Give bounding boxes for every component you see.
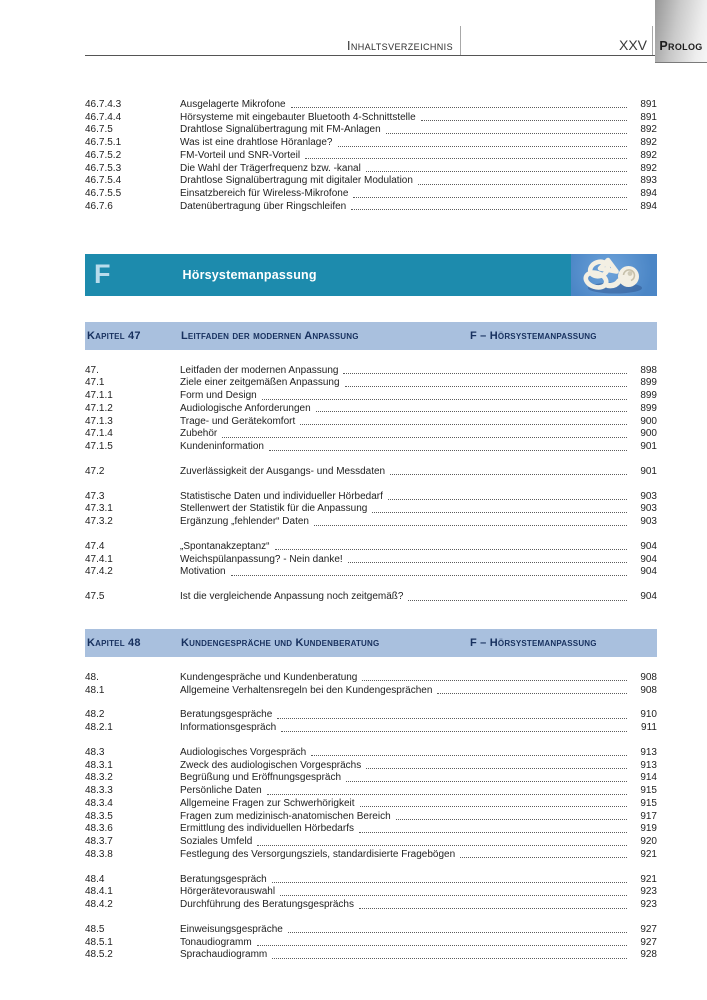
toc-entry-title: Allgemeine Fragen zur Schwerhörigkeit xyxy=(180,797,355,809)
toc-entry-number: 46.7.5.1 xyxy=(85,137,122,148)
dot-leader xyxy=(343,373,627,374)
toc-group xyxy=(85,364,657,453)
toc-entry-number: 48.3 xyxy=(85,746,105,758)
toc-entry xyxy=(85,772,657,785)
dot-leader xyxy=(272,958,627,959)
chapter-label: Kapitel 47 xyxy=(87,329,141,342)
toc-entry xyxy=(85,709,657,722)
toc-entry-title: Einsatzbereich für Wireless-Mikrofone xyxy=(180,188,349,199)
toc-entry-page: 900 xyxy=(640,415,657,427)
toc-entry-title: Hörsysteme mit eingebauter Bluetooth 4-Schnittstelle xyxy=(180,111,416,123)
toc-entry xyxy=(85,389,657,402)
toc-entry xyxy=(85,136,657,149)
toc-entry xyxy=(85,684,657,697)
toc-group xyxy=(85,590,657,603)
dot-leader xyxy=(437,693,627,694)
toc-entry xyxy=(85,465,657,478)
toc-entry xyxy=(85,162,657,175)
toc-entry-title: Soziales Umfeld xyxy=(180,836,253,847)
toc-entry-number: 48.2.1 xyxy=(85,722,113,733)
dot-leader xyxy=(257,845,627,846)
toc-entry-number: 48.5 xyxy=(85,923,105,935)
toc-entry-number: 48.3.7 xyxy=(85,836,113,847)
toc-entry-number: 47.1.3 xyxy=(85,415,113,427)
dot-leader xyxy=(316,411,627,412)
toc-entry-title: Statistische Daten und individueller Hörbedarf xyxy=(180,490,383,502)
toc-entry-number: 46.7.4.3 xyxy=(85,98,122,110)
dot-leader xyxy=(275,549,627,550)
toc-entry xyxy=(85,566,657,579)
toc-entry-page: 914 xyxy=(640,772,657,784)
toc-entry-page: 915 xyxy=(640,797,657,809)
dot-leader xyxy=(257,945,627,946)
toc-entry-title: Weichspülanpassung? - Nein danke! xyxy=(180,553,343,565)
chapter-bar xyxy=(85,629,657,657)
toc-entry-number: 47.2 xyxy=(85,465,105,477)
toc-entry xyxy=(85,810,657,823)
toc-entry-title: Festlegung des Versorgungsziels, standardisierte Fragebögen xyxy=(180,848,456,860)
toc-entry-title: „Spontanakzeptanz“ xyxy=(180,540,270,552)
dot-leader xyxy=(345,386,627,387)
toc-entry-title: Drahtlose Signalübertragung mit digitaler Modulation xyxy=(180,175,413,187)
dot-leader xyxy=(277,718,627,719)
toc-entry-page: 899 xyxy=(640,402,657,414)
toc-entry-title: Audiologische Anforderungen xyxy=(180,402,311,414)
toc-entry-title: Leitfaden der modernen Anpassung xyxy=(180,364,339,376)
toc-entry-page: 928 xyxy=(640,949,657,961)
dot-leader xyxy=(267,794,627,795)
toc-entry xyxy=(85,936,657,949)
toc-entry xyxy=(85,949,657,962)
toc-entry xyxy=(85,721,657,734)
toc-group xyxy=(85,923,657,961)
toc-entry xyxy=(85,490,657,503)
dot-leader xyxy=(281,731,627,732)
toc-entry-page: 908 xyxy=(640,684,657,696)
toc-group xyxy=(85,873,657,911)
toc-entry-page: 927 xyxy=(640,936,657,948)
toc-entry-page: 901 xyxy=(640,465,657,477)
toc-entry-page: 904 xyxy=(640,591,657,602)
toc-entry-number: 48.3.8 xyxy=(85,848,113,860)
chapter-bar xyxy=(85,322,657,350)
dot-leader xyxy=(272,882,627,883)
toc-entry-title: Ist die vergleichende Anpassung noch zeitgemäß? xyxy=(180,591,404,602)
dot-leader xyxy=(390,474,627,475)
dot-leader xyxy=(362,680,627,681)
dot-leader xyxy=(408,600,627,601)
dot-leader xyxy=(346,781,627,782)
toc-entry xyxy=(85,187,657,200)
toc-entry-number: 46.7.5 xyxy=(85,124,113,136)
toc-entry-number: 48.2 xyxy=(85,709,105,721)
toc-entry-page: 898 xyxy=(640,364,657,376)
dot-leader xyxy=(348,562,627,563)
dot-leader xyxy=(231,575,627,576)
toc-entry xyxy=(85,200,657,213)
toc-entry-page: 903 xyxy=(640,503,657,515)
dot-leader xyxy=(360,806,627,807)
toc-entry-number: 46.7.5.2 xyxy=(85,149,122,161)
toc-entry-title: Zuverlässigkeit der Ausgangs- und Messdaten xyxy=(180,465,386,477)
toc-entry-page: 917 xyxy=(640,810,657,822)
dot-leader xyxy=(291,107,627,108)
toc-entry-page: 921 xyxy=(640,873,657,885)
toc-entry xyxy=(85,590,657,603)
toc-entry-page: 927 xyxy=(640,923,657,935)
toc-entry-number: 48.3.4 xyxy=(85,797,113,809)
toc-group xyxy=(85,671,657,697)
toc-entry-page: 908 xyxy=(640,671,657,683)
chapter-label: Kapitel 48 xyxy=(87,637,141,649)
toc-entry-number: 47.4.1 xyxy=(85,553,113,565)
toc-entry-page: 900 xyxy=(640,428,657,440)
toc-entry-title: Kundengespräche und Kundenberatung xyxy=(180,671,358,683)
toc-entry-page: 894 xyxy=(640,188,657,199)
toc-entry-page: 921 xyxy=(640,848,657,860)
dot-leader xyxy=(396,819,627,820)
toc-entry-title: Stellenwert der Statistik für die Anpassung xyxy=(180,503,368,515)
chapter-title: Leitfaden der modernen Anpassung xyxy=(181,329,359,342)
toc-entry-title: Beratungsgespräche xyxy=(180,709,273,721)
toc-entry xyxy=(85,759,657,772)
toc-group xyxy=(85,465,657,478)
toc-entry-page: 901 xyxy=(640,441,657,452)
chapter-part-label: F – Hörsystemanpassung xyxy=(470,329,597,342)
toc-entry-title: Tonaudiogramm xyxy=(180,936,252,948)
toc-entry xyxy=(85,364,657,377)
dot-leader xyxy=(288,932,627,933)
toc-entry-number: 48.1 xyxy=(85,684,105,696)
toc-entry-number: 46.7.5.3 xyxy=(85,162,122,174)
dot-leader xyxy=(311,755,627,756)
toc-entry-number: 48.3.6 xyxy=(85,823,113,835)
toc-entry xyxy=(85,515,657,528)
toc-entry-title: Allgemeine Verhaltensregeln bei den Kundengesprächen xyxy=(180,684,433,696)
toc-entry-title: Was ist eine drahtlose Höranlage? xyxy=(180,137,333,148)
page-header-title: Inhaltsverzeichnis xyxy=(346,39,453,53)
toc-entry xyxy=(85,503,657,516)
part-banner xyxy=(85,254,657,296)
chapter-part-label: F – Hörsystemanpassung xyxy=(470,637,597,649)
toc-group xyxy=(85,746,657,861)
toc-entry-title: Begrüßung und Eröffnungsgespräch xyxy=(180,772,342,784)
toc-entry-title: Einweisungsgespräche xyxy=(180,923,283,935)
toc-entry-title: Zubehör xyxy=(180,428,218,440)
toc-entry-page: 904 xyxy=(640,540,657,552)
part-title: Hörsystemanpassung xyxy=(182,267,317,282)
toc-entry-title: Motivation xyxy=(180,566,226,578)
toc-entry-number: 47.4 xyxy=(85,540,105,552)
toc-entry-number: 47.1.2 xyxy=(85,402,113,414)
toc-entry xyxy=(85,923,657,936)
toc-entry-title: Zweck des audiologischen Vorgesprächs xyxy=(180,759,362,771)
toc-entry-number: 47.1 xyxy=(85,377,105,389)
toc-entry-number: 48.4 xyxy=(85,873,105,885)
toc-entry xyxy=(85,175,657,188)
toc-entry-number: 47.1.5 xyxy=(85,441,113,452)
dot-leader xyxy=(388,499,627,500)
toc-group xyxy=(85,709,657,735)
toc-entry xyxy=(85,540,657,553)
dot-leader xyxy=(269,450,627,451)
toc-entry-page: 892 xyxy=(640,162,657,174)
toc-entry-title: Form und Design xyxy=(180,390,257,401)
toc-entry-number: 46.7.6 xyxy=(85,200,113,212)
toc-entry-number: 47.1.4 xyxy=(85,428,113,440)
toc-group xyxy=(85,540,657,578)
toc-entry xyxy=(85,886,657,899)
toc-entry-page: 913 xyxy=(640,746,657,758)
toc-entry-title: Ermittlung des individuellen Hörbedarfs xyxy=(180,823,354,835)
toc-entry-page: 904 xyxy=(640,566,657,578)
toc-entry-number: 47.1.1 xyxy=(85,390,113,401)
toc-entry-page: 891 xyxy=(640,111,657,123)
toc-entry-page: 903 xyxy=(640,516,657,527)
dot-leader xyxy=(280,895,627,896)
toc-entry-title: Beratungsgespräch xyxy=(180,873,267,885)
toc-entry-title: Persönliche Daten xyxy=(180,785,262,796)
toc-group xyxy=(85,490,657,528)
toc-entry-title: Sprachaudiogramm xyxy=(180,949,268,961)
toc-entry-title: Durchführung des Beratungsgesprächs xyxy=(180,899,354,910)
toc-entry xyxy=(85,98,657,111)
toc-entry xyxy=(85,848,657,861)
toc-entry xyxy=(85,415,657,428)
dot-leader xyxy=(305,158,627,159)
toc-entry-page: 893 xyxy=(640,175,657,187)
dot-leader xyxy=(460,857,627,858)
toc-entry-title: Ausgelagerte Mikrofone xyxy=(180,98,286,110)
toc-entry-page: 915 xyxy=(640,785,657,796)
toc-entry-number: 48.4.2 xyxy=(85,899,113,910)
toc-entry-number: 46.7.4.4 xyxy=(85,111,122,123)
dot-leader xyxy=(359,832,627,833)
toc-entry-page: 910 xyxy=(640,709,657,721)
toc-entry-title: Hörgerätevorauswahl xyxy=(180,886,276,898)
toc-entry-number: 47.3.2 xyxy=(85,516,113,527)
toc-entry-title: Audiologisches Vorgespräch xyxy=(180,746,307,758)
page-number: XXV xyxy=(618,37,647,53)
toc-entry xyxy=(85,428,657,441)
part-letter: F xyxy=(94,259,111,290)
dot-leader xyxy=(366,171,627,172)
toc-entry xyxy=(85,784,657,797)
dot-leader xyxy=(262,399,627,400)
toc-entry-title: Drahtlose Signalübertragung mit FM-Anlagen xyxy=(180,124,381,136)
dot-leader xyxy=(386,133,627,134)
toc-entry-page: 913 xyxy=(640,759,657,771)
dot-leader xyxy=(421,120,627,121)
toc-entry-number: 48.5.1 xyxy=(85,936,113,948)
cochlea-model-image xyxy=(571,254,657,296)
toc-entry xyxy=(85,377,657,390)
dot-leader xyxy=(314,525,627,526)
toc-entry-page: 891 xyxy=(640,98,657,110)
dot-leader xyxy=(222,437,627,438)
toc-entry-title: Trage- und Gerätekomfort xyxy=(180,415,296,427)
toc-entry-number: 46.7.5.5 xyxy=(85,188,122,199)
toc-entry-number: 48.3.3 xyxy=(85,785,113,796)
toc-entry-number: 47.4.2 xyxy=(85,566,113,578)
toc-entry xyxy=(85,440,657,453)
toc-entry-title: Fragen zum medizinisch-anatomischen Bereich xyxy=(180,810,391,822)
toc-entry-number: 48.4.1 xyxy=(85,886,113,898)
toc-entry-number: 47. xyxy=(85,364,99,376)
toc-entry xyxy=(85,149,657,162)
toc-entry-number: 48.3.1 xyxy=(85,759,113,771)
toc-entry-page: 923 xyxy=(640,886,657,898)
toc-entry-number: 47.3 xyxy=(85,490,105,502)
dot-leader xyxy=(338,146,628,147)
toc-entry xyxy=(85,873,657,886)
toc-entry-title: FM-Vorteil und SNR-Vorteil xyxy=(180,149,301,161)
toc-entry-number: 48.3.5 xyxy=(85,810,113,822)
toc-entry xyxy=(85,746,657,759)
toc-entry-page: 892 xyxy=(640,124,657,136)
toc-entry-page: 899 xyxy=(640,390,657,401)
dot-leader xyxy=(359,908,627,909)
toc-entry xyxy=(85,835,657,848)
toc-entry-number: 48. xyxy=(85,671,99,683)
toc-entry-title: Die Wahl der Trägerfrequenz bzw. -kanal xyxy=(180,162,361,174)
toc-entry xyxy=(85,402,657,415)
toc-entry xyxy=(85,111,657,124)
toc-entry xyxy=(85,898,657,911)
toc-entry xyxy=(85,797,657,810)
dot-leader xyxy=(418,184,627,185)
toc-entry-page: 911 xyxy=(641,722,657,733)
toc-entry xyxy=(85,671,657,684)
toc-entry-title: Ergänzung „fehlender“ Daten xyxy=(180,516,309,527)
toc-entry-page: 904 xyxy=(640,553,657,565)
toc-entry-number: 47.3.1 xyxy=(85,503,113,515)
toc-entry-title: Datenübertragung über Ringschleifen xyxy=(180,200,347,212)
dot-leader xyxy=(372,512,627,513)
toc-entry-number: 47.5 xyxy=(85,591,105,602)
toc-entry-page: 919 xyxy=(640,823,657,835)
toc-entry-page: 892 xyxy=(640,137,657,148)
dot-leader xyxy=(351,209,627,210)
toc-entry-page: 923 xyxy=(640,899,657,910)
toc-entry-number: 48.5.2 xyxy=(85,949,113,961)
toc-entry-number: 48.3.2 xyxy=(85,772,113,784)
toc-entry-page: 894 xyxy=(640,200,657,212)
dot-leader xyxy=(366,768,627,769)
chapter-title: Kundengespräche und Kundenberatung xyxy=(181,637,380,649)
toc-entry-page: 892 xyxy=(640,149,657,161)
toc-entry xyxy=(85,124,657,137)
toc-entry-page: 899 xyxy=(640,377,657,389)
toc-entry-page: 920 xyxy=(640,836,657,847)
toc-entry-title: Informationsgespräch xyxy=(180,722,277,733)
toc-group xyxy=(85,98,657,213)
toc-entry-title: Kundeninformation xyxy=(180,441,264,452)
prolog-tab-label: Prolog xyxy=(659,39,703,53)
toc-entry-title: Ziele einer zeitgemäßen Anpassung xyxy=(180,377,340,389)
dot-leader xyxy=(353,197,627,198)
toc-entry xyxy=(85,823,657,836)
toc-entry-page: 903 xyxy=(640,490,657,502)
toc-entry-number: 46.7.5.4 xyxy=(85,175,122,187)
dot-leader xyxy=(300,424,627,425)
toc-entry xyxy=(85,553,657,566)
